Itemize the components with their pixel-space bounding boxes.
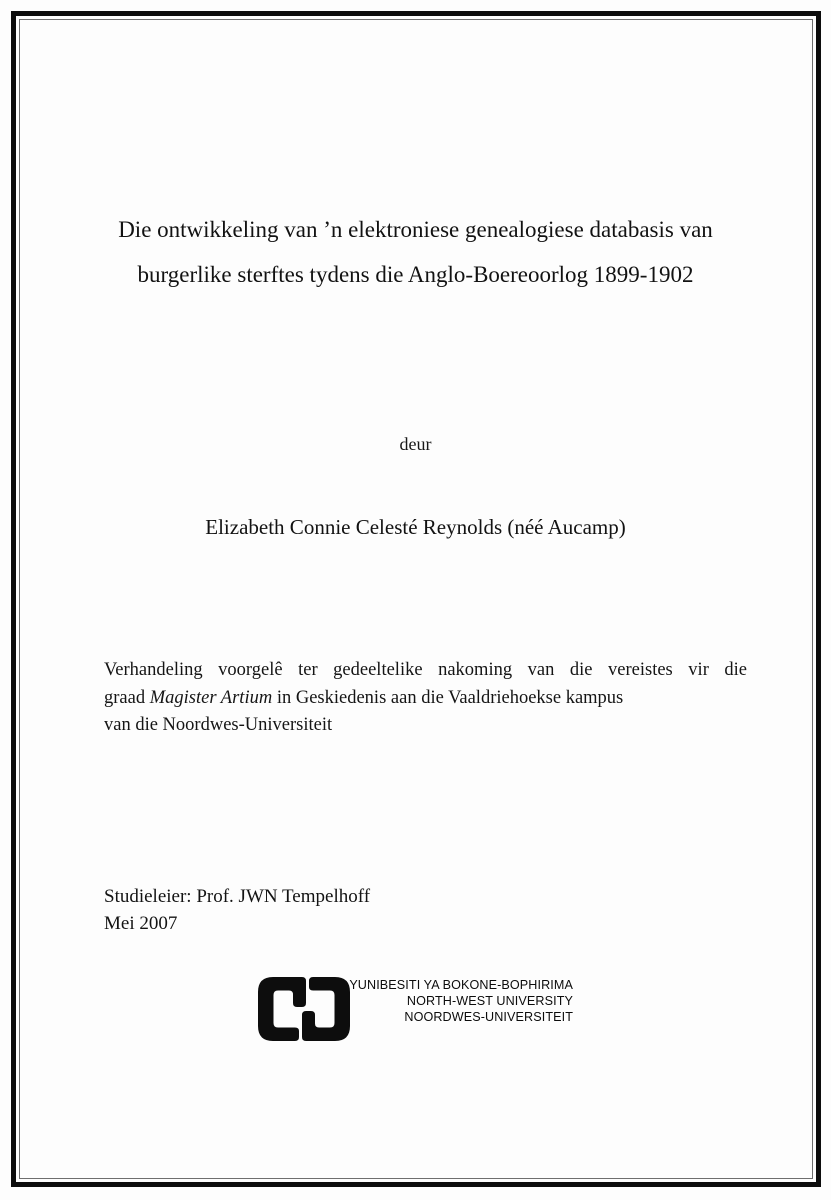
university-name-block [321,977,573,1025]
submission-line-3: van die Noordwes-Universiteit [104,715,333,735]
submission-line-2 [104,685,747,713]
university-logo [257,975,577,1045]
submission-statement [104,657,747,740]
thesis-title-line-1: Die ontwikkeling van ’n elektroniese genealogiese databasis van [118,217,713,242]
submission-line-1: Verhandeling voorgelê ter gedeeltelike nakoming van die vereistes vir die [104,660,747,680]
author-name: Elizabeth Connie Celesté Reynolds (néé Aucamp) [205,515,626,539]
university-name-english: NORTH-WEST UNIVERSITY [406,994,573,1008]
degree-name: Magister Artium [149,687,273,708]
degree-text-post: in Geskiedenis aan die Vaaldriehoekse kampus [272,687,624,708]
byline: deur [399,434,432,454]
thesis-title-line-2: burgerlike sterftes tydens die Anglo-Boereoorlog 1899-1902 [137,262,694,287]
supervisor-block [104,884,370,937]
university-name-setswana: YUNIBESITI YA BOKONE-BOPHIRIMA [349,978,573,992]
thesis-title [50,207,781,297]
date-line: Mei 2007 [104,912,178,934]
degree-text-pre: graad [104,687,150,708]
university-name-afrikaans: NOORDWES-UNIVERSITEIT [404,1010,573,1024]
supervisor-line: Studieleier: Prof. JWN Tempelhoff [104,886,371,907]
